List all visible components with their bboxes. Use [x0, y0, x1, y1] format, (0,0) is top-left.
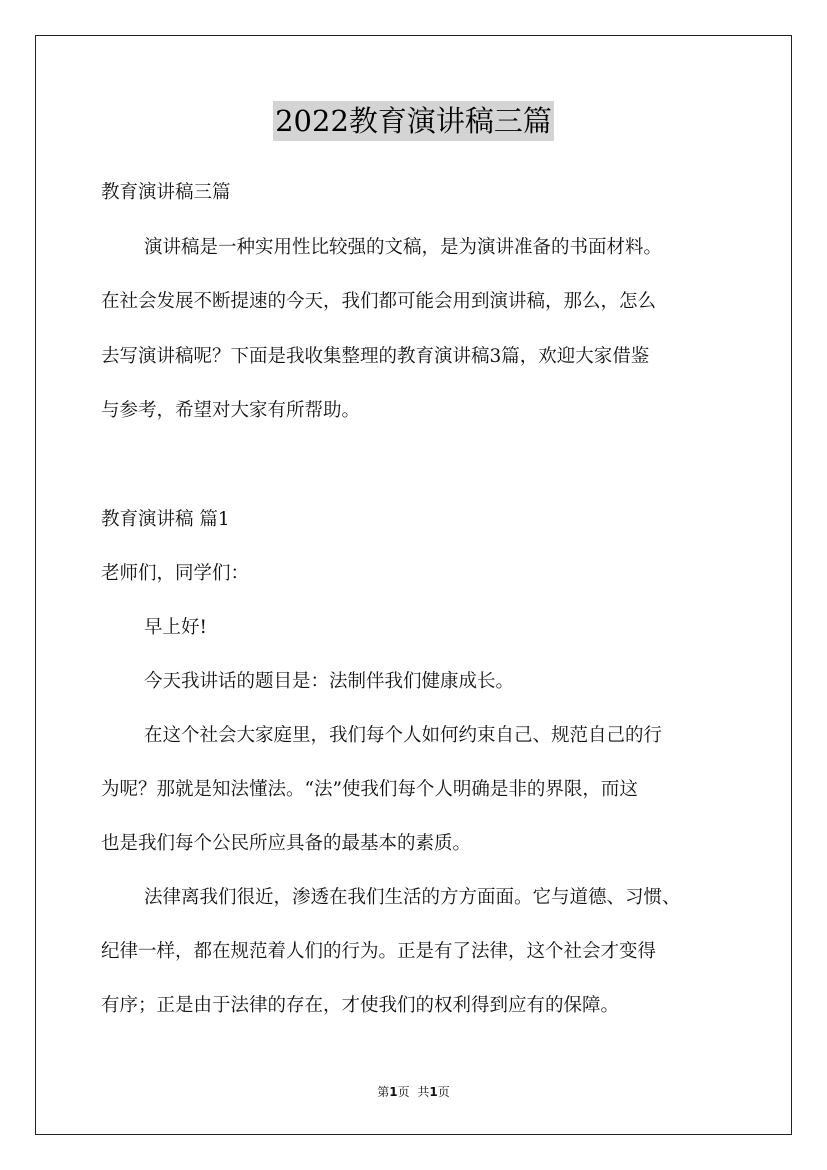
document-title-text: 2022教育演讲稿三篇 — [273, 101, 554, 141]
greeting: 早上好! — [144, 617, 207, 638]
para2-line-2: 纪律一样，都在规范着人们的行为。正是有了法律，这个社会才变得 — [101, 941, 657, 962]
footer-total-prefix: 共 — [417, 1085, 430, 1099]
footer-total-number: 1 — [429, 1085, 438, 1099]
para2-line-3: 有序；正是由于法律的存在，才使我们的权利得到应有的保障。 — [101, 995, 620, 1016]
para1-line-2: 为呢？那就是知法懂法。“法”使我们每个人明确是非的界限，而这 — [101, 779, 638, 800]
footer-total-unit: 页 — [437, 1085, 450, 1099]
intro-line-2: 在社会发展不断提速的今天，我们都可能会用到演讲稿，那么，怎么 — [101, 291, 657, 312]
para1-line-1: 在这个社会大家庭里，我们每个人如何约束自己、规范自己的行 — [144, 725, 663, 746]
intro-line-3: 去写演讲稿呢？下面是我收集整理的教育演讲稿3篇，欢迎大家借鉴 — [101, 346, 650, 367]
para2-line-1: 法律离我们很近，渗透在我们生活的方方面面。它与道德、习惯、 — [144, 887, 681, 908]
page-footer — [0, 1084, 827, 1100]
footer-page-unit: 页 — [397, 1085, 410, 1099]
salutation: 老师们，同学们： — [101, 563, 250, 584]
section-heading: 教育演讲稿 篇1 — [101, 509, 230, 530]
document-subtitle: 教育演讲稿三篇 — [101, 182, 231, 203]
footer-prefix: 第 — [377, 1085, 390, 1099]
footer-page-number: 1 — [389, 1085, 398, 1099]
para1-line-3: 也是我们每个公民所应具备的最基本的素质。 — [101, 833, 472, 854]
topic-line: 今天我讲话的题目是：法制伴我们健康成长。 — [144, 671, 515, 692]
intro-line-4: 与参考，希望对大家有所帮助。 — [101, 400, 361, 421]
intro-line-1: 演讲稿是一种实用性比较强的文稿，是为演讲准备的书面材料。 — [144, 237, 663, 258]
document-title — [0, 101, 827, 141]
